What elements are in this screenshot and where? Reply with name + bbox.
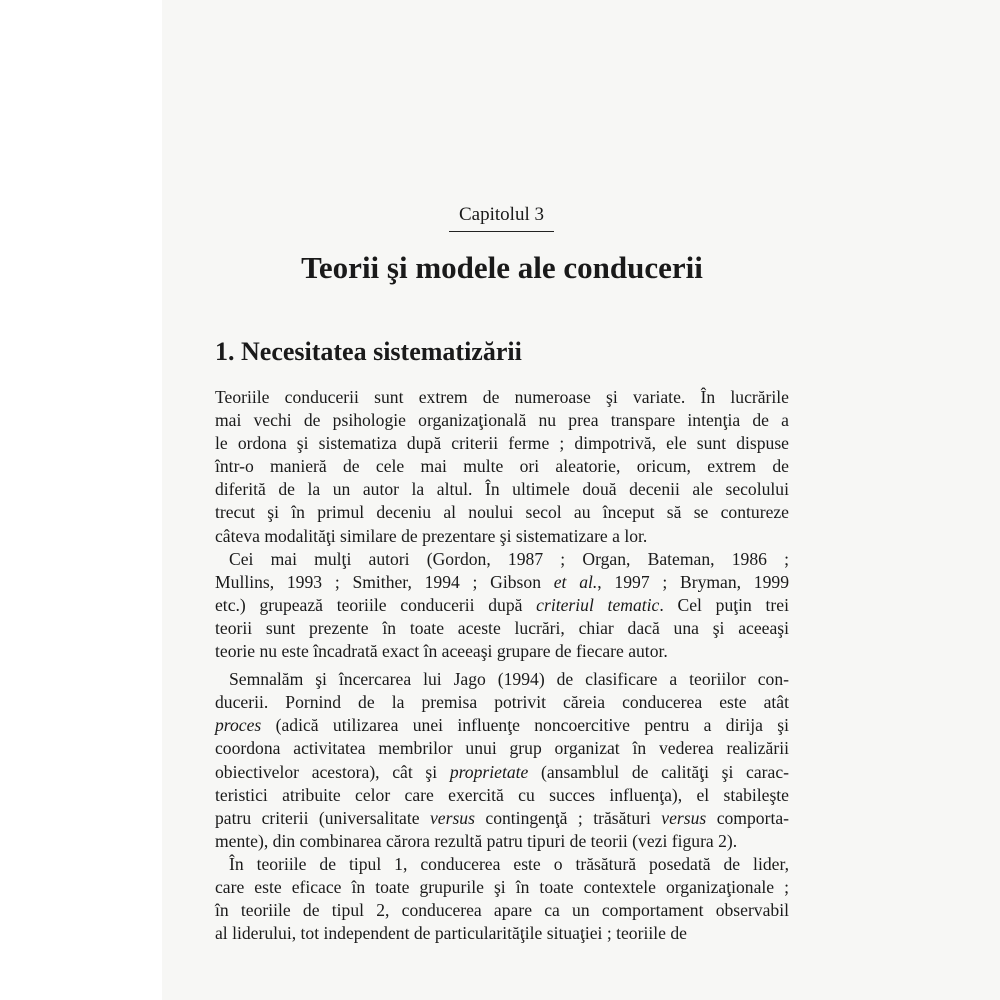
text-line [215,691,789,714]
text-segment: contingenţă ; trăsături [474,807,662,828]
text-line [215,853,789,876]
text-line [215,640,789,663]
text-segment: câteva modalităţi similare de prezentare şi sistematizare a lor. [215,525,648,546]
chapter-title: Teorii şi modele ale conducerii [301,250,703,285]
text-segment: diferită de la un autor la altul. În ultimele două decenii ale secolului [215,479,789,500]
text-line [215,784,789,807]
italic-term: proces [215,715,262,736]
body-text [215,386,789,945]
section-heading: 1. Necesitatea sistematizării [215,337,522,366]
italic-term: et al. [553,571,598,592]
text-line [215,714,789,737]
text-segment: mente), din combinarea cărora rezultă patru tipuri de teorii (vezi figura 2). [215,830,738,851]
text-line [215,668,789,691]
text-segment: Cei mai mulţi autori (Gordon, 1987 ; Organ, Bateman, 1986 ; [229,548,789,569]
paragraph [215,668,789,853]
text-segment: (ansamblul de calităţi şi carac- [528,761,789,782]
text-line [215,899,789,922]
text-segment: mai vechi de psihologie organizaţională nu prea transpare intenţia de a [215,410,789,431]
text-segment: le ordona şi sistematiza după criterii ferme ; dimpotrivă, ele sunt dispuse [215,433,789,454]
text-segment: , 1997 ; Bryman, 1999 [597,571,789,592]
text-segment: . Cel puţin trei [659,594,789,615]
text-line [215,501,789,524]
text-line [215,548,789,571]
text-segment: (adică utilizarea unei influenţe noncoercitive pentru a dirija şi [261,715,789,736]
text-line [215,617,789,640]
chapter-label: Capitolul 3 [449,203,554,232]
text-segment: ducerii. Pornind de la premisa potrivit căreia conducerea este atât [215,692,789,713]
text-line [215,737,789,760]
italic-term: versus [661,807,707,828]
text-segment: într-o manieră de cele mai multe ori aleatorie, oricum, extrem de [215,456,789,477]
text-segment: care este eficace în toate grupurile şi în toate contextele organizaţionale ; [215,876,789,897]
text-segment: Semnalăm şi încercarea lui Jago (1994) de clasificare a teoriilor con- [229,669,789,690]
text-segment: în teoriile de tipul 2, conducerea apare ca un comportament observabil [215,900,789,921]
text-segment: trecut şi în primul deceniu al noului secol au început să se contureze [215,502,789,523]
italic-term: proprietate [449,761,529,782]
paragraph [215,386,789,548]
text-line [215,478,789,501]
text-line [215,455,789,478]
paragraph [215,548,789,663]
italic-term: versus [429,807,475,828]
text-line [215,571,789,594]
text-segment: teorii sunt prezente în toate aceste lucrări, chiar dacă una şi aceeaşi [215,617,789,638]
text-line [215,409,789,432]
text-segment: patru criterii (universalitate [215,807,430,828]
text-line [215,761,789,784]
text-segment: etc.) grupează teoriile conducerii după [215,594,537,615]
text-line [215,525,789,548]
text-segment: Teoriile conducerii sunt extrem de numeroase şi variate. În lucrările [215,387,789,407]
text-line [215,594,789,617]
text-line [215,922,789,945]
text-segment: teristici atribuite celor care exercită cu succes influenţa), el stabileşte [215,784,789,805]
italic-term: criteriul tematic [536,594,660,615]
text-line [215,386,789,409]
text-line [215,432,789,455]
text-segment: În teoriile de tipul 1, conducerea este o trăsătură posedată de lider, [229,853,789,874]
text-segment: comporta- [706,807,789,828]
paragraph [215,853,789,945]
text-segment: al liderului, tot independent de particularităţile situaţiei ; teoriile de [215,923,687,944]
text-line [215,807,789,830]
text-segment: teorie nu este încadrată exact în aceeaşi grupare de fiecare autor. [215,641,668,662]
text-segment: Mullins, 1993 ; Smither, 1994 ; Gibson [215,571,554,592]
text-line [215,830,789,853]
text-line [215,876,789,899]
text-segment: obiectivelor acestora), cât şi [215,761,450,782]
text-segment: coordona activitatea membrilor unui grup organizat în vederea realizării [215,738,789,759]
